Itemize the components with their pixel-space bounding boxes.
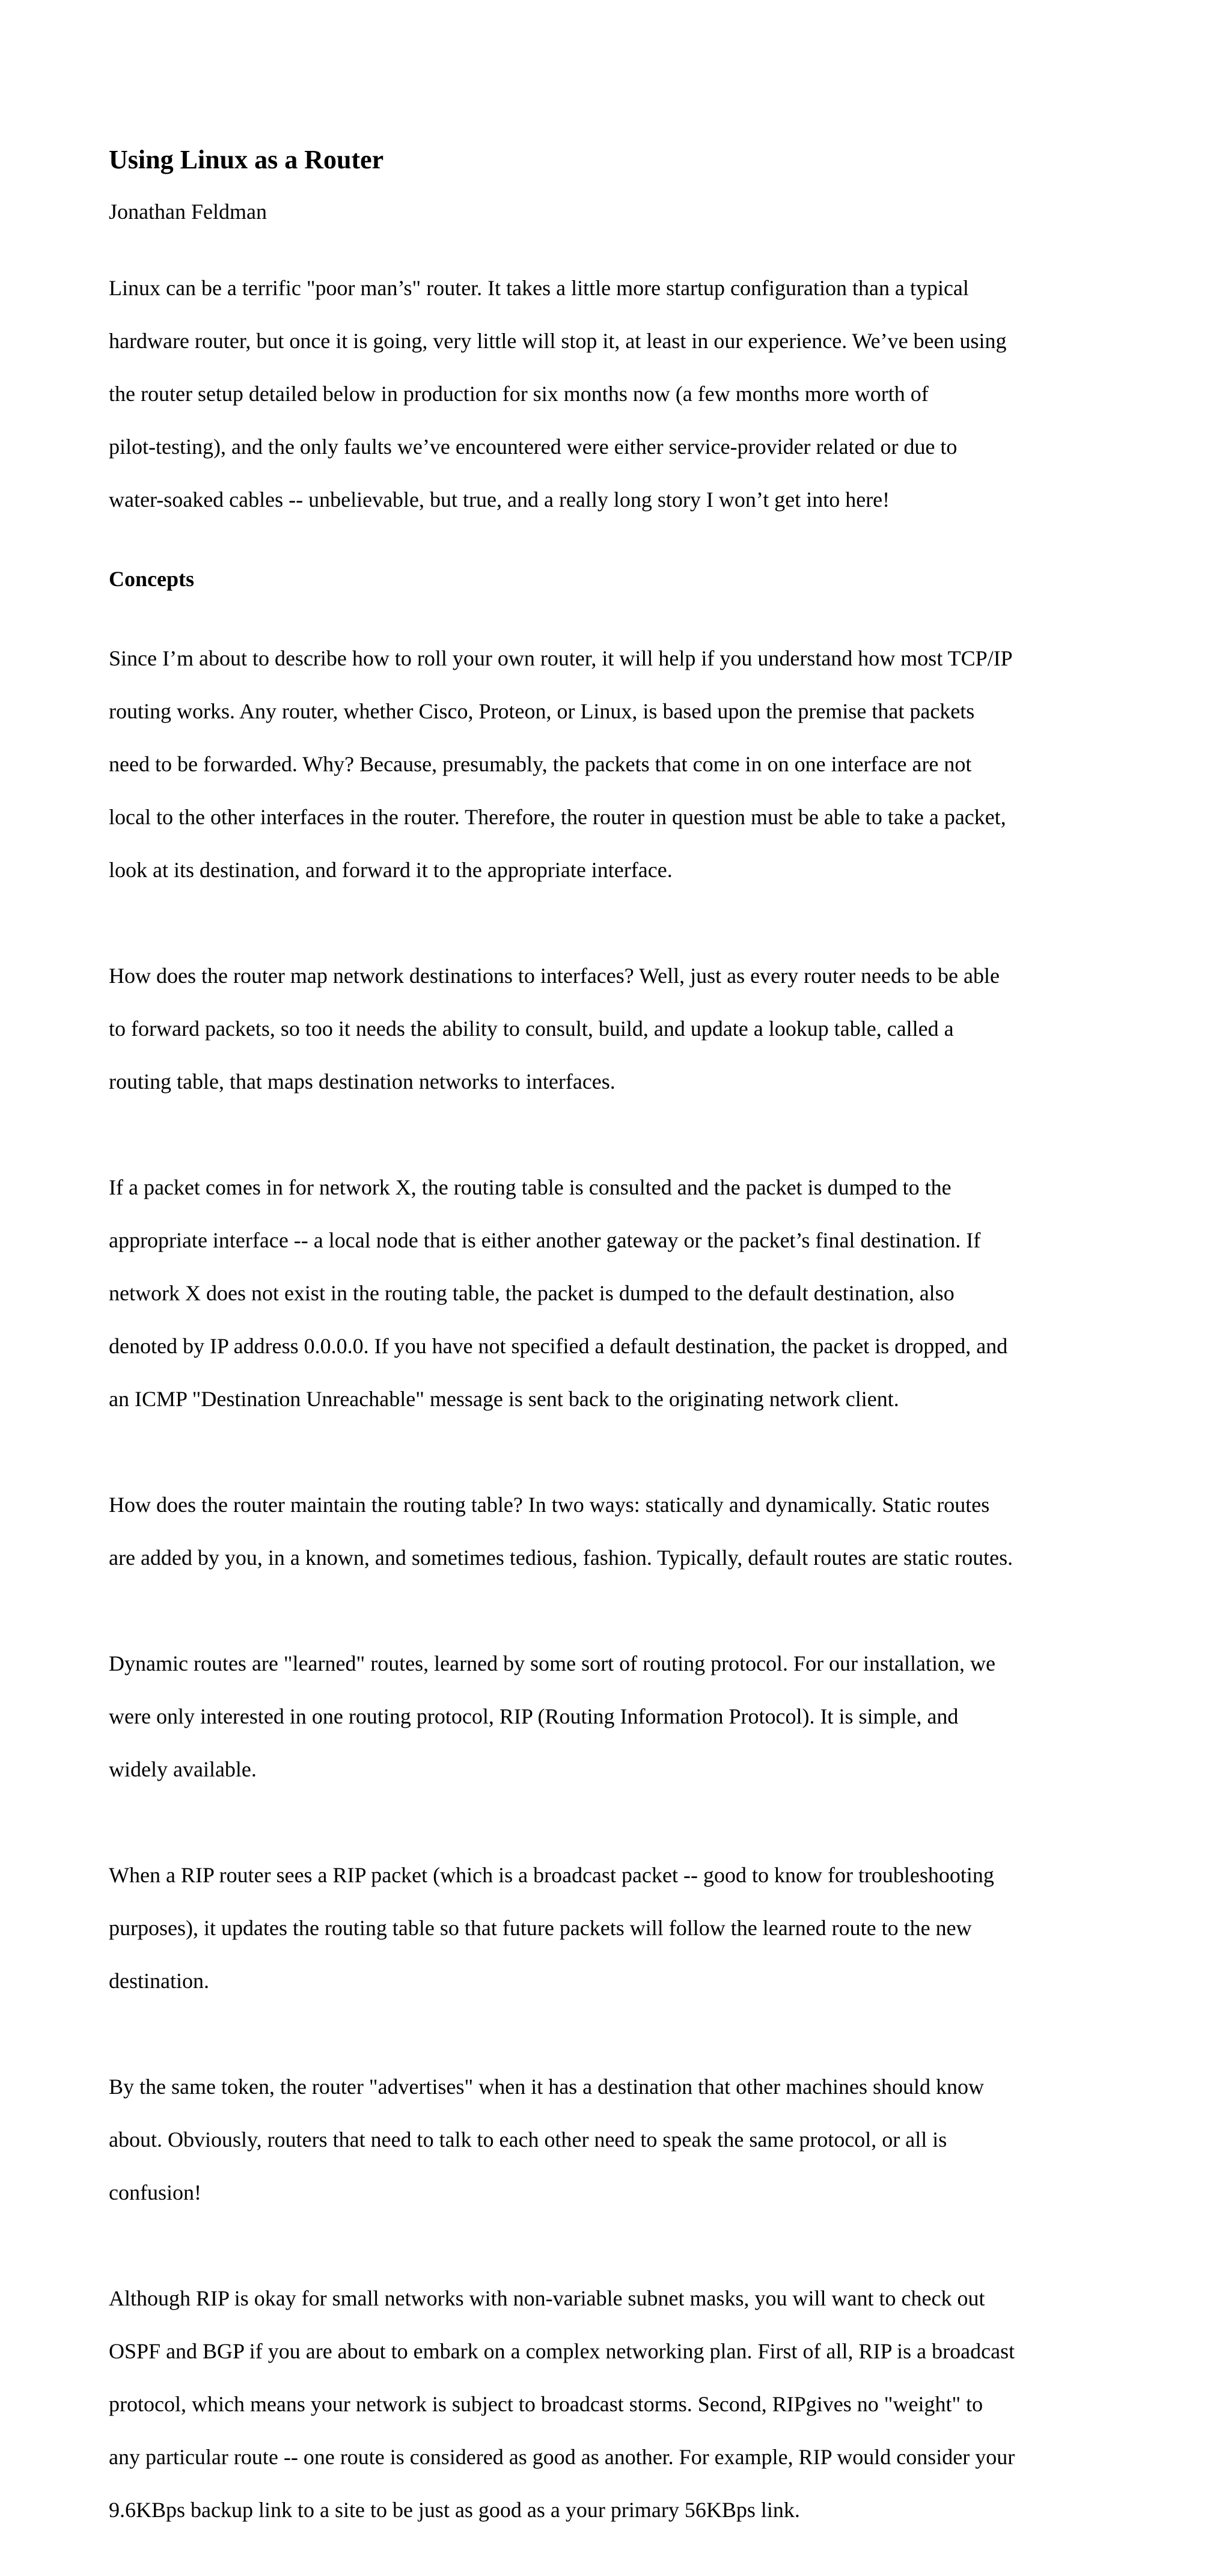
- paragraph-line: routing table, that maps destination networks to interfaces.: [109, 1069, 616, 1094]
- paragraph-line: look at its destination, and forward it to the appropriate interface.: [109, 858, 673, 882]
- body-paragraph: [109, 2047, 1131, 2232]
- paragraph-line: Although RIP is okay for small networks with non-variable subnet masks, you will want to check out: [109, 2286, 985, 2310]
- paragraph-line: protocol, which means your network is subject to broadcast storms. Second, RIPgives no "weight" to: [109, 2392, 983, 2416]
- body-paragraph: [109, 1835, 1131, 2021]
- paragraph-line: water-soaked cables -- unbelievable, but true, and a really long story I won’t get into here!: [109, 488, 890, 512]
- author-name: Jonathan Feldman: [109, 200, 267, 224]
- paragraph-line: routing works. Any router, whether Cisco, Proteon, or Linux, is based upon the premise that packets: [109, 699, 975, 723]
- paragraph-line: pilot-testing), and the only faults we’ve encountered were either service-provider related or due to: [109, 435, 958, 459]
- paragraph-line: confusion!: [109, 2180, 201, 2204]
- intro-paragraph: [109, 248, 1131, 539]
- paragraph-line: destination.: [109, 1969, 209, 1993]
- paragraph-line: If a packet comes in for network X, the routing table is consulted and the packet is dumped to the: [109, 1175, 952, 1199]
- paragraph-line: about. Obviously, routers that need to talk to each other need to speak the same protocol, or all is: [109, 2128, 947, 2152]
- paragraph-line: local to the other interfaces in the router. Therefore, the router in question must be able to take a packet,: [109, 805, 1006, 829]
- document-page: [109, 144, 1131, 2576]
- paragraph-line: Dynamic routes are "learned" routes, learned by some sort of routing protocol. For our installation, we: [109, 1651, 995, 1675]
- body-paragraph: [109, 1624, 1131, 1809]
- paragraph-line: appropriate interface -- a local node that is either another gateway or the packet’s final destination. If: [109, 1228, 981, 1252]
- paragraph-line: Since I’m about to describe how to roll your own router, it will help if you understand how most TCP/IP: [109, 646, 1013, 670]
- body-paragraph: [109, 1148, 1131, 1439]
- paragraph-line: When a RIP router sees a RIP packet (which is a broadcast packet -- good to know for troubleshooting: [109, 1863, 994, 1887]
- document-title: Using Linux as a Router: [109, 145, 384, 174]
- body-paragraph: [109, 1465, 1131, 1597]
- paragraph-line: 9.6KBps backup link to a site to be just as good as a your primary 56KBps link.: [109, 2498, 800, 2522]
- section-heading-concepts: Concepts: [109, 567, 194, 591]
- paragraph-line: need to be forwarded. Why? Because, presumably, the packets that come in on one interface are not: [109, 752, 972, 776]
- paragraph-line: any particular route -- one route is considered as good as another. For example, RIP would consider your: [109, 2445, 1015, 2469]
- paragraph-line: Linux can be a terrific "poor man’s" router. It takes a little more startup configuration than a typical: [109, 276, 969, 300]
- paragraph-line: are added by you, in a known, and sometimes tedious, fashion. Typically, default routes are static routes.: [109, 1546, 1013, 1570]
- body-paragraph: [109, 936, 1131, 1121]
- paragraph-line: OSPF and BGP if you are about to embark on a complex networking plan. First of all, RIP is a broadcast: [109, 2339, 1015, 2363]
- paragraph-line: an ICMP "Destination Unreachable" message is sent back to the originating network client.: [109, 1387, 899, 1411]
- paragraph-line: hardware router, but once it is going, very little will stop it, at least in our experience. We’ve been using: [109, 329, 1007, 353]
- paragraph-line: were only interested in one routing protocol, RIP (Routing Information Protocol). It is simple, and: [109, 1704, 959, 1728]
- paragraph-line: How does the router map network destinations to interfaces? Well, just as every router needs to be able: [109, 964, 1000, 988]
- paragraph-line: network X does not exist in the routing table, the packet is dumped to the default destination, also: [109, 1281, 955, 1305]
- paragraph-line: the router setup detailed below in production for six months now (a few months more worth of: [109, 382, 929, 406]
- paragraph-line: to forward packets, so too it needs the ability to consult, build, and update a lookup table, called a: [109, 1017, 954, 1041]
- paragraph-line: purposes), it updates the routing table so that future packets will follow the learned route to the new: [109, 1916, 972, 1940]
- paragraph-line: denoted by IP address 0.0.0.0. If you have not specified a default destination, the packet is dropped, and: [109, 1334, 1008, 1358]
- paragraph-line: By the same token, the router "advertises" when it has a destination that other machines should know: [109, 2075, 985, 2099]
- paragraph-line: How does the router maintain the routing table? In two ways: statically and dynamically. Static routes: [109, 1493, 990, 1517]
- body-paragraph: [109, 619, 1131, 910]
- paragraph-line: widely available.: [109, 1757, 257, 1781]
- body-paragraph: [109, 2259, 1131, 2550]
